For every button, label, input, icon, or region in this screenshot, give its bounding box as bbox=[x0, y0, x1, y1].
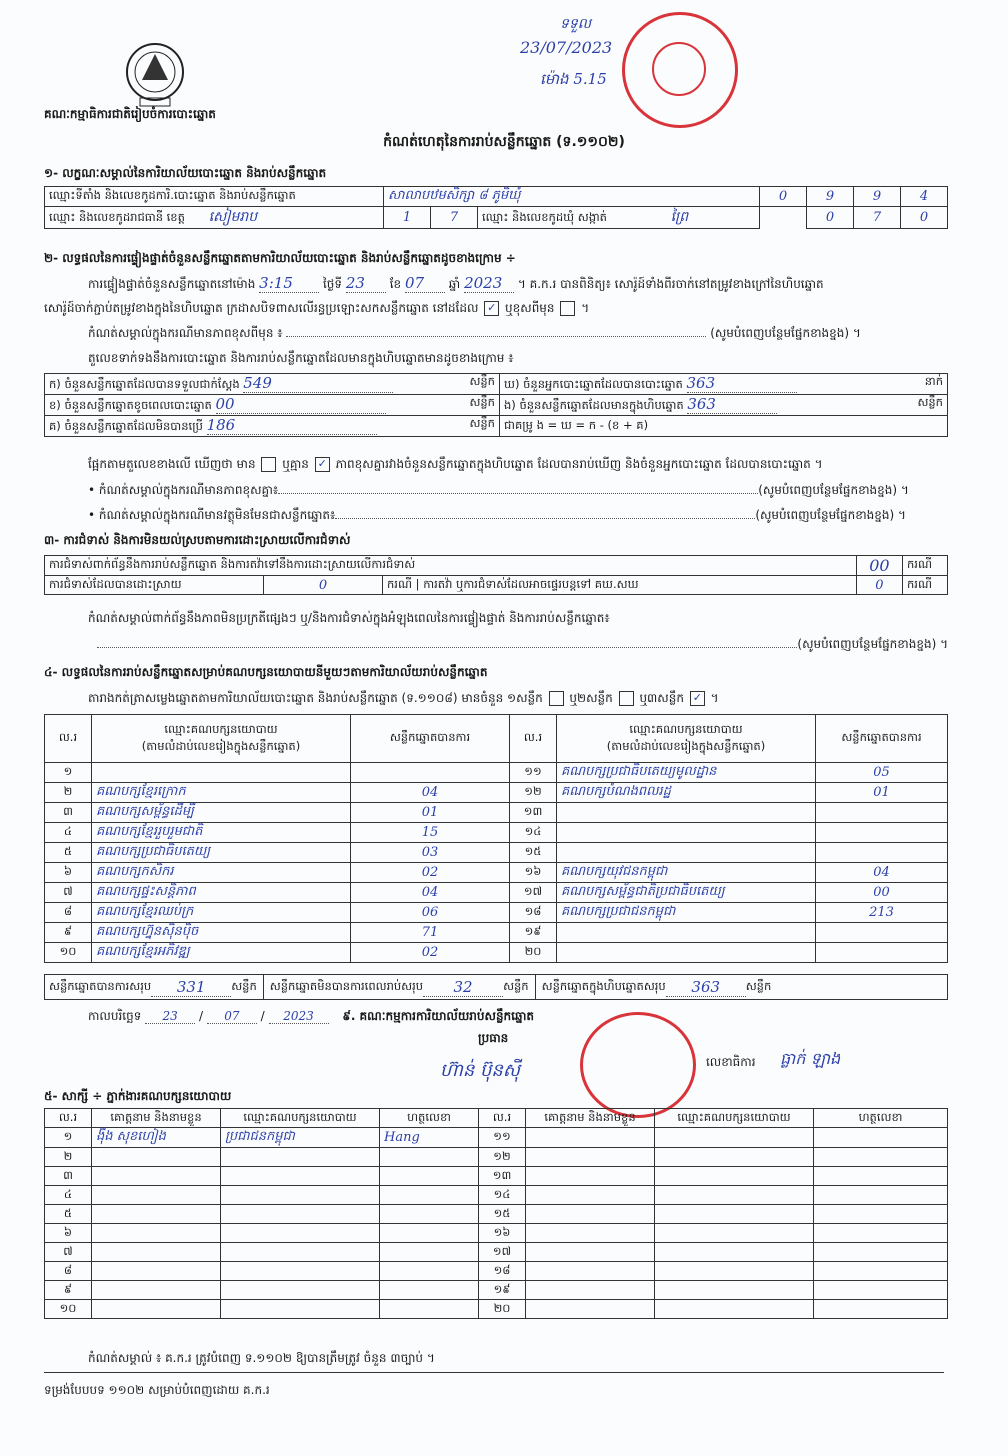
party-name: គណបក្សខ្មែរក្រោក bbox=[92, 783, 351, 803]
row-no: ៨ bbox=[45, 903, 92, 923]
witness-party bbox=[655, 1224, 814, 1243]
resolved-count: 0 bbox=[264, 576, 383, 595]
row-no: ១៥ bbox=[479, 1205, 526, 1224]
checkbox-has-diff[interactable] bbox=[261, 457, 276, 472]
witness-sign: Hang bbox=[380, 1128, 479, 1148]
party-votes: 71 bbox=[351, 923, 510, 943]
row-gha: ឃ) ចំនួនអ្នកបោះឆ្នោតដែលបានបោះឆ្នោត 363 នាក់ bbox=[500, 374, 948, 395]
province-code-digit: 7 bbox=[431, 207, 478, 229]
row-no: ១២ bbox=[510, 783, 557, 803]
row-no: ៩ bbox=[45, 1281, 92, 1300]
witness-sign bbox=[814, 1262, 948, 1281]
org-name: គណៈកម្មាធិការជាតិរៀបចំការបោះឆ្នោត bbox=[44, 107, 216, 121]
row-no: ៧ bbox=[45, 1243, 92, 1262]
table-row bbox=[45, 1167, 948, 1186]
table-row bbox=[45, 1281, 948, 1300]
row-no: ១០ bbox=[45, 943, 92, 963]
compare-line: ផ្អែកតាមតួលេខខាងលើ ឃើញថា មាន ឬគ្មាន ✓ ភាពខុសគ្នារវាងចំនួនសន្លឹកឆ្នោតក្នុងហិបឆ្នោត ដែលបានរាប់ឃើញ និងចំនួនអ្នកបោះឆ្នោត ដែលបានបោះឆ្នោត ។ bbox=[88, 457, 823, 471]
table-row bbox=[45, 763, 948, 783]
party-name bbox=[557, 823, 816, 843]
col-header-name: គោត្តនាម និងនាមខ្លួន bbox=[526, 1109, 655, 1128]
checkbox-2-sheets[interactable] bbox=[619, 691, 634, 706]
irregularity-note: កំណត់សម្គាល់ពាក់ព័ន្ធនឹងភាពមិនប្រក្រតីផ្សេងៗ ឬ/និងការជំទាស់ក្នុងអំឡុងពេលនៃការផ្ទៀងផ្ទាត់ និងការរាប់សន្លឹកឆ្នោត៖ bbox=[88, 611, 610, 625]
row-ka: ក) ចំនួនសន្លឹកឆ្នោតដែលបានទទួលជាក់ស្តែង 549 សន្លឹក bbox=[45, 374, 500, 395]
commune-code-digit: 7 bbox=[854, 207, 901, 229]
witness-sign bbox=[814, 1300, 948, 1319]
row-ko: គ) ចំនួនសន្លឹកឆ្នោតដែលមិនបានប្រើ 186 សន្លឹក bbox=[45, 416, 500, 437]
row-nga: ង) ចំនួនសន្លឹកឆ្នោតដែលមានក្នុងហិបឆ្នោត 363 សន្លឹក bbox=[500, 395, 948, 416]
bullet-nonballot: • កំណត់សម្គាល់ក្នុងករណីមានវត្ថុមិនមែនជាសន្លឹកឆ្នោត៖ (សូមបំពេញបន្ថែមផ្នែកខាងខ្នង) ។ bbox=[88, 508, 906, 522]
party-votes: 15 bbox=[351, 823, 510, 843]
party-name bbox=[557, 923, 816, 943]
commune-value: ព្រៃ bbox=[670, 209, 689, 225]
row-no: ១៧ bbox=[479, 1243, 526, 1262]
witness-name bbox=[526, 1205, 655, 1224]
figures-table bbox=[44, 373, 948, 437]
row-no: ១៦ bbox=[510, 863, 557, 883]
witness-party bbox=[655, 1300, 814, 1319]
row-no: ១៩ bbox=[479, 1281, 526, 1300]
party-name: គណបក្សកសិករ bbox=[92, 863, 351, 883]
secretary-signature: ធ្លាក់ ឡាង bbox=[780, 1049, 841, 1068]
row-no: ១២ bbox=[479, 1148, 526, 1167]
bullet-diff: • កំណត់សម្គាល់ក្នុងករណីមានភាពខុសគ្នា៖ (សូមបំពេញបន្ថែមផ្នែកខាងខ្នង) ។ bbox=[88, 483, 909, 497]
witness-party bbox=[655, 1148, 814, 1167]
col-header-no: ល.រ bbox=[510, 715, 557, 763]
witness-sign bbox=[380, 1205, 479, 1224]
value-nga: 363 bbox=[687, 395, 777, 414]
row-no: ១៤ bbox=[479, 1186, 526, 1205]
row-no: ១៧ bbox=[510, 883, 557, 903]
col-header-name: គោត្តនាម និងនាមខ្លួន bbox=[92, 1109, 221, 1128]
row-no: ១ bbox=[45, 763, 92, 783]
witness-party bbox=[655, 1205, 814, 1224]
verify-month: 07 bbox=[405, 274, 445, 293]
tally-sheets-line: តារាងកត់ត្រាសម្លេងឆ្នោតតាមការិយាល័យបោះឆ្នោត និងរាប់សន្លឹកឆ្នោត (ទ.១១០៨) មានចំនួន ១សន្លឹក ឬ២សន្លឹក ឬ៣សន្លឹក ✓ ។ bbox=[88, 691, 719, 705]
checkbox-different[interactable] bbox=[560, 301, 575, 316]
form-title: កំណត់ហេតុនៃការរាប់សន្លឹកឆ្នោត (ទ.១១០២) bbox=[383, 134, 625, 150]
party-name bbox=[557, 803, 816, 823]
party-votes bbox=[816, 823, 948, 843]
section-5-heading: ៥- សាក្សី ÷ ភ្នាក់ងារគណបក្សនយោបាយ bbox=[44, 1089, 232, 1103]
secretary-label: លេខាធិការ bbox=[706, 1055, 756, 1069]
table-row bbox=[45, 1205, 948, 1224]
party-name: គណបក្សហ្វ៊ុនស៊ិនប៉ិច bbox=[92, 923, 351, 943]
witness-party bbox=[221, 1186, 380, 1205]
party-name: គណបក្សខ្មែរឈប់ក្រ bbox=[92, 903, 351, 923]
witness-name bbox=[92, 1281, 221, 1300]
stamp-received: ទទួល bbox=[560, 16, 592, 32]
witness-sign bbox=[814, 1186, 948, 1205]
row-no: ១៦ bbox=[479, 1224, 526, 1243]
totals-row: សន្លឹកឆ្នោតបានការសរុប 331 សន្លឹក សន្លឹកឆ្នោតមិនបានការពេលរាប់សរុប 32 សន្លឹក សន្លឹកឆ្នោតក្នុងហិបឆ្នោតសរុប 363 សន្លឹក bbox=[44, 974, 948, 1000]
witness-sign bbox=[380, 1243, 479, 1262]
party-votes bbox=[816, 923, 948, 943]
witness-name bbox=[526, 1300, 655, 1319]
table-row bbox=[45, 903, 948, 923]
witness-party bbox=[655, 1128, 814, 1148]
objection-row-1: ការជំទាស់ពាក់ព័ន្ធនឹងការរាប់សន្លឹកឆ្នោត និងការតវ៉ាទៅនឹងការដោះស្រាយលើការជំទាស់ bbox=[45, 556, 857, 576]
table-row bbox=[45, 1186, 948, 1205]
party-votes: 06 bbox=[351, 903, 510, 923]
witness-name bbox=[526, 1148, 655, 1167]
row-no: ៤ bbox=[45, 1186, 92, 1205]
witness-party bbox=[655, 1281, 814, 1300]
col-header-party: ឈ្មោះគណបក្សនយោបាយ (តាមលំដាប់លេខរៀងក្នុងសន្លឹកឆ្នោត) bbox=[557, 715, 816, 763]
row-kha: ខ) ចំនួនសន្លឹកឆ្នោតខូចពេលបោះឆ្នោត 00 សន្លឹក bbox=[45, 395, 500, 416]
table-row bbox=[45, 803, 948, 823]
total-valid: 331 bbox=[151, 978, 231, 997]
witness-name bbox=[92, 1167, 221, 1186]
figures-intro: តួលេខទាក់ទងនឹងការបោះឆ្នោត និងការរាប់សន្លឹកឆ្នោតដែលមានក្នុងហិបឆ្នោតមានដូចខាងក្រោម ៖ bbox=[88, 351, 514, 365]
table-row bbox=[45, 943, 948, 963]
location-value: សាលាបឋមសិក្សា ៨ ភូមិឃុំ bbox=[384, 187, 760, 207]
row-no: ២០ bbox=[479, 1300, 526, 1319]
date-year: 2023 bbox=[269, 1009, 329, 1024]
code-digit: 9 bbox=[807, 187, 854, 207]
witness-name bbox=[92, 1205, 221, 1224]
formula: ជាគម្រូ ង = ឃ = ក - (ខ + គ) bbox=[500, 416, 948, 437]
witness-party bbox=[221, 1243, 380, 1262]
witness-table bbox=[44, 1108, 948, 1319]
code-digit: 4 bbox=[901, 187, 948, 207]
row-no: ៤ bbox=[45, 823, 92, 843]
row-no: ១៤ bbox=[510, 823, 557, 843]
party-votes: 02 bbox=[351, 863, 510, 883]
party-votes: 05 bbox=[816, 763, 948, 783]
witness-sign bbox=[814, 1205, 948, 1224]
section-4-heading: ៤- លទ្ធផលនៃការរាប់សន្លឹកឆ្នោតសម្រាប់គណបក្សនយោបាយនីមួយៗតាមការិយាល័យរាប់សន្លឹកឆ្នោត bbox=[44, 665, 488, 679]
witness-party bbox=[655, 1186, 814, 1205]
witness-name bbox=[526, 1186, 655, 1205]
party-name: គណបក្សខ្មែរអភិវឌ្ឍ bbox=[92, 943, 351, 963]
witness-name bbox=[92, 1300, 221, 1319]
section-1-table bbox=[44, 186, 948, 229]
witness-sign bbox=[380, 1281, 479, 1300]
date-month: 07 bbox=[207, 1009, 257, 1024]
row-no: ១០ bbox=[45, 1300, 92, 1319]
code-digit: 0 bbox=[760, 187, 807, 207]
row-no: ២ bbox=[45, 1148, 92, 1167]
row-no: ១៨ bbox=[510, 903, 557, 923]
witness-name bbox=[526, 1281, 655, 1300]
unit-case: ករណី bbox=[903, 556, 948, 576]
row-no: ៦ bbox=[45, 863, 92, 883]
row-no: ១៣ bbox=[479, 1167, 526, 1186]
witness-name bbox=[526, 1167, 655, 1186]
emblem-icon bbox=[120, 40, 190, 108]
date-line: កាលបរិច្ឆេទ 23 / 07 / 2023 ៩. គណៈកម្មការការិយាល័យរាប់សន្លឹកឆ្នោត bbox=[88, 1009, 535, 1023]
witness-party bbox=[221, 1262, 380, 1281]
irregularity-fill: (សូមបំពេញបន្ថែមផ្នែកខាងខ្នង) ។ bbox=[44, 636, 948, 654]
verify-line-2: សោរ៉ូដ៍ចាក់ភ្ជាប់តម្រូវខាងក្នុងនៃហិបឆ្នោត ក្រដាសបិទពាសលើរន្ធប្រឡោះសកសន្លឹកឆ្នោត នៅដដែល ✓ ឬខុសពីមុន ។ bbox=[44, 301, 590, 315]
witness-sign bbox=[814, 1243, 948, 1262]
witness-name bbox=[526, 1262, 655, 1281]
checkbox-1-sheet[interactable] bbox=[549, 691, 564, 706]
value-ko: 186 bbox=[207, 416, 377, 435]
total-box: 363 bbox=[666, 978, 746, 997]
col-header-party: ឈ្មោះគណបក្សនយោបាយ (តាមលំដាប់លេខរៀងក្នុងសន្លឹកឆ្នោត) bbox=[92, 715, 351, 763]
witness-sign bbox=[380, 1224, 479, 1243]
col-header-sign: ហត្ថលេខា bbox=[814, 1109, 948, 1128]
province-code-digit: 1 bbox=[384, 207, 431, 229]
col-header-no: ល.រ bbox=[45, 1109, 92, 1128]
col-header-sign: ហត្ថលេខា bbox=[380, 1109, 479, 1128]
party-name: គណបក្សប្រជាធិបតេយ្យ bbox=[92, 843, 351, 863]
table-row bbox=[45, 1243, 948, 1262]
witness-party bbox=[221, 1281, 380, 1300]
row-no: ៦ bbox=[45, 1224, 92, 1243]
table-row bbox=[45, 1128, 948, 1148]
row-no: ២០ bbox=[510, 943, 557, 963]
party-name: គណបក្សសម្ព័ន្ធជាតិប្រជាធិបតេយ្យ bbox=[557, 883, 816, 903]
row-no: ១១ bbox=[510, 763, 557, 783]
row-no: ១៨ bbox=[479, 1262, 526, 1281]
checkbox-no-diff[interactable]: ✓ bbox=[315, 457, 330, 472]
row-no: ៨ bbox=[45, 1262, 92, 1281]
table-row bbox=[45, 1262, 948, 1281]
row-no: ៣ bbox=[45, 803, 92, 823]
section-3-heading: ៣- ការជំទាស់ និងការមិនយល់ស្របតាមការដោះស្រាយលើការជំទាស់ bbox=[44, 533, 351, 547]
row-no: ១៣ bbox=[510, 803, 557, 823]
witness-party bbox=[655, 1167, 814, 1186]
party-name: គណបក្សផ្ទះសន្តិភាព bbox=[92, 883, 351, 903]
location-label: ឈ្មោះទីតាំង និងលេខកូដការិ.បោះឆ្នោត និងរាប់សន្លឹកឆ្នោត bbox=[45, 187, 384, 207]
witness-name bbox=[92, 1243, 221, 1262]
row-no: ៥ bbox=[45, 843, 92, 863]
province-value: សៀមរាប bbox=[208, 209, 258, 225]
footer-form: ទម្រង់បែបបទ ១១០២ សម្រាប់បំពេញដោយ គ.ក.រ bbox=[44, 1383, 270, 1397]
witness-name bbox=[526, 1128, 655, 1148]
stamp-date: 23/07/2023 bbox=[520, 38, 613, 57]
witness-name bbox=[92, 1262, 221, 1281]
commune-code-digit: 0 bbox=[901, 207, 948, 229]
code-digit: 9 bbox=[854, 187, 901, 207]
table-row bbox=[45, 843, 948, 863]
section-1-heading: ១- លក្ខណៈសម្គាល់នៃការិយាល័យបោះឆ្នោត និងរាប់សន្លឹកឆ្នោត bbox=[44, 166, 327, 180]
total-invalid: 32 bbox=[423, 978, 503, 997]
party-votes bbox=[816, 843, 948, 863]
party-votes bbox=[351, 763, 510, 783]
table-row bbox=[45, 1224, 948, 1243]
witness-name bbox=[92, 1186, 221, 1205]
party-name bbox=[557, 843, 816, 863]
checkbox-3-sheets[interactable]: ✓ bbox=[690, 691, 705, 706]
table-row bbox=[45, 923, 948, 943]
table-row bbox=[45, 863, 948, 883]
resolved-label: ការជំទាស់ដែលបានដោះស្រាយ bbox=[45, 576, 264, 595]
verify-line-1: ការផ្ទៀងផ្ទាត់ចំនួនសន្លឹកឆ្នោតនៅម៉ោង 3:15 ថ្ងៃទី 23 ខែ 07 ឆ្នាំ 2023 ។ គ.ក.រ បានពិនិត្យ៖ សោរ៉ូដ៍ទាំងពីរចាក់នៅតម្រូវខាងក្រៅនៃហិបឆ្នោត bbox=[88, 274, 824, 292]
witness-name bbox=[92, 1224, 221, 1243]
footer-note: កំណត់សម្គាល់ ៖ គ.ក.រ ត្រូវបំពេញ ទ.១១០២ ឱ្យបានត្រឹមត្រូវ ចំនួន ៣ច្បាប់ ។ bbox=[88, 1351, 435, 1365]
party-name: គណបក្សសម្ព័ន្ធដើម្បី bbox=[92, 803, 351, 823]
col-header-no: ល.រ bbox=[45, 715, 92, 763]
party-name: គណបក្សបំណងពលរដ្ឋ bbox=[557, 783, 816, 803]
witness-sign bbox=[814, 1128, 948, 1148]
objection-count: 00 bbox=[856, 556, 902, 576]
witness-party bbox=[221, 1167, 380, 1186]
party-name: គណបក្សប្រជាជនកម្ពុជា bbox=[557, 903, 816, 923]
row-no: ៩ bbox=[45, 923, 92, 943]
table-row bbox=[45, 1300, 948, 1319]
results-table bbox=[44, 714, 948, 963]
party-votes: 02 bbox=[351, 943, 510, 963]
objection-table bbox=[44, 555, 948, 595]
note-different: កំណត់សម្គាល់ក្នុងករណីមានភាពខុសពីមុន ៖ (សូមបំពេញបន្ថែមផ្នែកខាងខ្នង) ។ bbox=[88, 326, 861, 340]
party-name: គណបក្សប្រជាធិបតេយ្យមូលដ្ឋាន bbox=[557, 763, 816, 783]
col-header-no: ល.រ bbox=[479, 1109, 526, 1128]
row-no: ១ bbox=[45, 1128, 92, 1148]
witness-name: ង៉ឹង សុខហៀង bbox=[92, 1128, 221, 1148]
witness-party bbox=[655, 1262, 814, 1281]
unit-case: ករណី bbox=[903, 576, 948, 595]
party-name: គណបក្សខ្មែររួបរួមជាតិ bbox=[92, 823, 351, 843]
row-no: ១៩ bbox=[510, 923, 557, 943]
witness-sign bbox=[814, 1148, 948, 1167]
witness-sign bbox=[380, 1186, 479, 1205]
date-day: 23 bbox=[145, 1009, 195, 1024]
col-header-party: ឈ្មោះគណបក្សនយោបាយ bbox=[221, 1109, 380, 1128]
col-header-votes: សន្លឹកឆ្នោតបានការ bbox=[816, 715, 948, 763]
witness-name bbox=[526, 1224, 655, 1243]
commune-code-digit: 0 bbox=[807, 207, 854, 229]
witness-party bbox=[221, 1148, 380, 1167]
party-votes: 01 bbox=[816, 783, 948, 803]
party-votes: 04 bbox=[816, 863, 948, 883]
verify-time: 3:15 bbox=[259, 274, 319, 293]
chair-label: ប្រធាន bbox=[478, 1031, 509, 1045]
official-stamp-inner bbox=[652, 42, 706, 96]
province-row bbox=[45, 207, 384, 229]
table-row bbox=[45, 823, 948, 843]
party-name bbox=[557, 943, 816, 963]
witness-sign bbox=[380, 1300, 479, 1319]
row-no: ៣ bbox=[45, 1167, 92, 1186]
verify-day: 23 bbox=[346, 274, 386, 293]
table-row bbox=[45, 1148, 948, 1167]
escalated-label: ករណី | ការតវ៉ា ឬការជំទាស់ដែលអាចផ្ទេរបន្តទៅ គឃ.សឃ bbox=[383, 576, 857, 595]
section-2-heading: ២- លទ្ធផលនៃការផ្ទៀងផ្ទាត់ចំនួនសន្លឹកឆ្នោតតាមការិយាល័យបោះឆ្នោត និងរាប់សន្លឹកឆ្នោតដូចខាងក្រោម ÷ bbox=[44, 251, 516, 265]
witness-name bbox=[92, 1148, 221, 1167]
row-no: ១៥ bbox=[510, 843, 557, 863]
party-votes: 213 bbox=[816, 903, 948, 923]
row-no: ១១ bbox=[479, 1128, 526, 1148]
party-name bbox=[92, 763, 351, 783]
row-no: ៥ bbox=[45, 1205, 92, 1224]
witness-party bbox=[655, 1243, 814, 1262]
table-row bbox=[45, 883, 948, 903]
party-votes: 04 bbox=[351, 783, 510, 803]
witness-party bbox=[221, 1205, 380, 1224]
row-no: ២ bbox=[45, 783, 92, 803]
witness-sign bbox=[380, 1167, 479, 1186]
verify-year: 2023 bbox=[464, 274, 514, 293]
checkbox-same[interactable]: ✓ bbox=[484, 301, 499, 316]
witness-party bbox=[221, 1300, 380, 1319]
witness-sign bbox=[814, 1224, 948, 1243]
witness-sign bbox=[814, 1167, 948, 1186]
party-votes bbox=[816, 803, 948, 823]
commune-label: ឈ្មោះ និងលេខកូដឃុំ សង្កាត់ bbox=[482, 210, 607, 224]
party-name: គណបក្សយុវជនកម្ពុជា bbox=[557, 863, 816, 883]
witness-sign bbox=[380, 1262, 479, 1281]
committee-stamp bbox=[580, 1012, 696, 1118]
witness-party: ប្រជាជនកម្ពុជា bbox=[221, 1128, 380, 1148]
stamp-time: ម៉ោង 5.15 bbox=[540, 70, 607, 88]
col-header-votes: សន្លឹកឆ្នោតបានការ bbox=[351, 715, 510, 763]
col-header-party: ឈ្មោះគណបក្សនយោបាយ bbox=[655, 1109, 814, 1128]
party-votes: 04 bbox=[351, 883, 510, 903]
escalated-count: 0 bbox=[856, 576, 902, 595]
row-no: ៧ bbox=[45, 883, 92, 903]
witness-sign bbox=[380, 1148, 479, 1167]
value-ka: 549 bbox=[243, 374, 393, 393]
party-votes: 01 bbox=[351, 803, 510, 823]
table-row bbox=[45, 783, 948, 803]
witness-sign bbox=[814, 1281, 948, 1300]
party-votes: 00 bbox=[816, 883, 948, 903]
party-votes: 03 bbox=[351, 843, 510, 863]
commune-cell bbox=[478, 207, 760, 229]
value-kha: 00 bbox=[216, 395, 386, 414]
value-gha: 363 bbox=[687, 374, 797, 393]
witness-party bbox=[221, 1224, 380, 1243]
province-label: ឈ្មោះ និងលេខកូដរាជធានី ខេត្ត bbox=[49, 210, 185, 224]
party-votes bbox=[816, 943, 948, 963]
witness-name bbox=[526, 1243, 655, 1262]
chair-signature: ហ៊ាន់ ប៊ុនស៊ី bbox=[440, 1060, 520, 1081]
